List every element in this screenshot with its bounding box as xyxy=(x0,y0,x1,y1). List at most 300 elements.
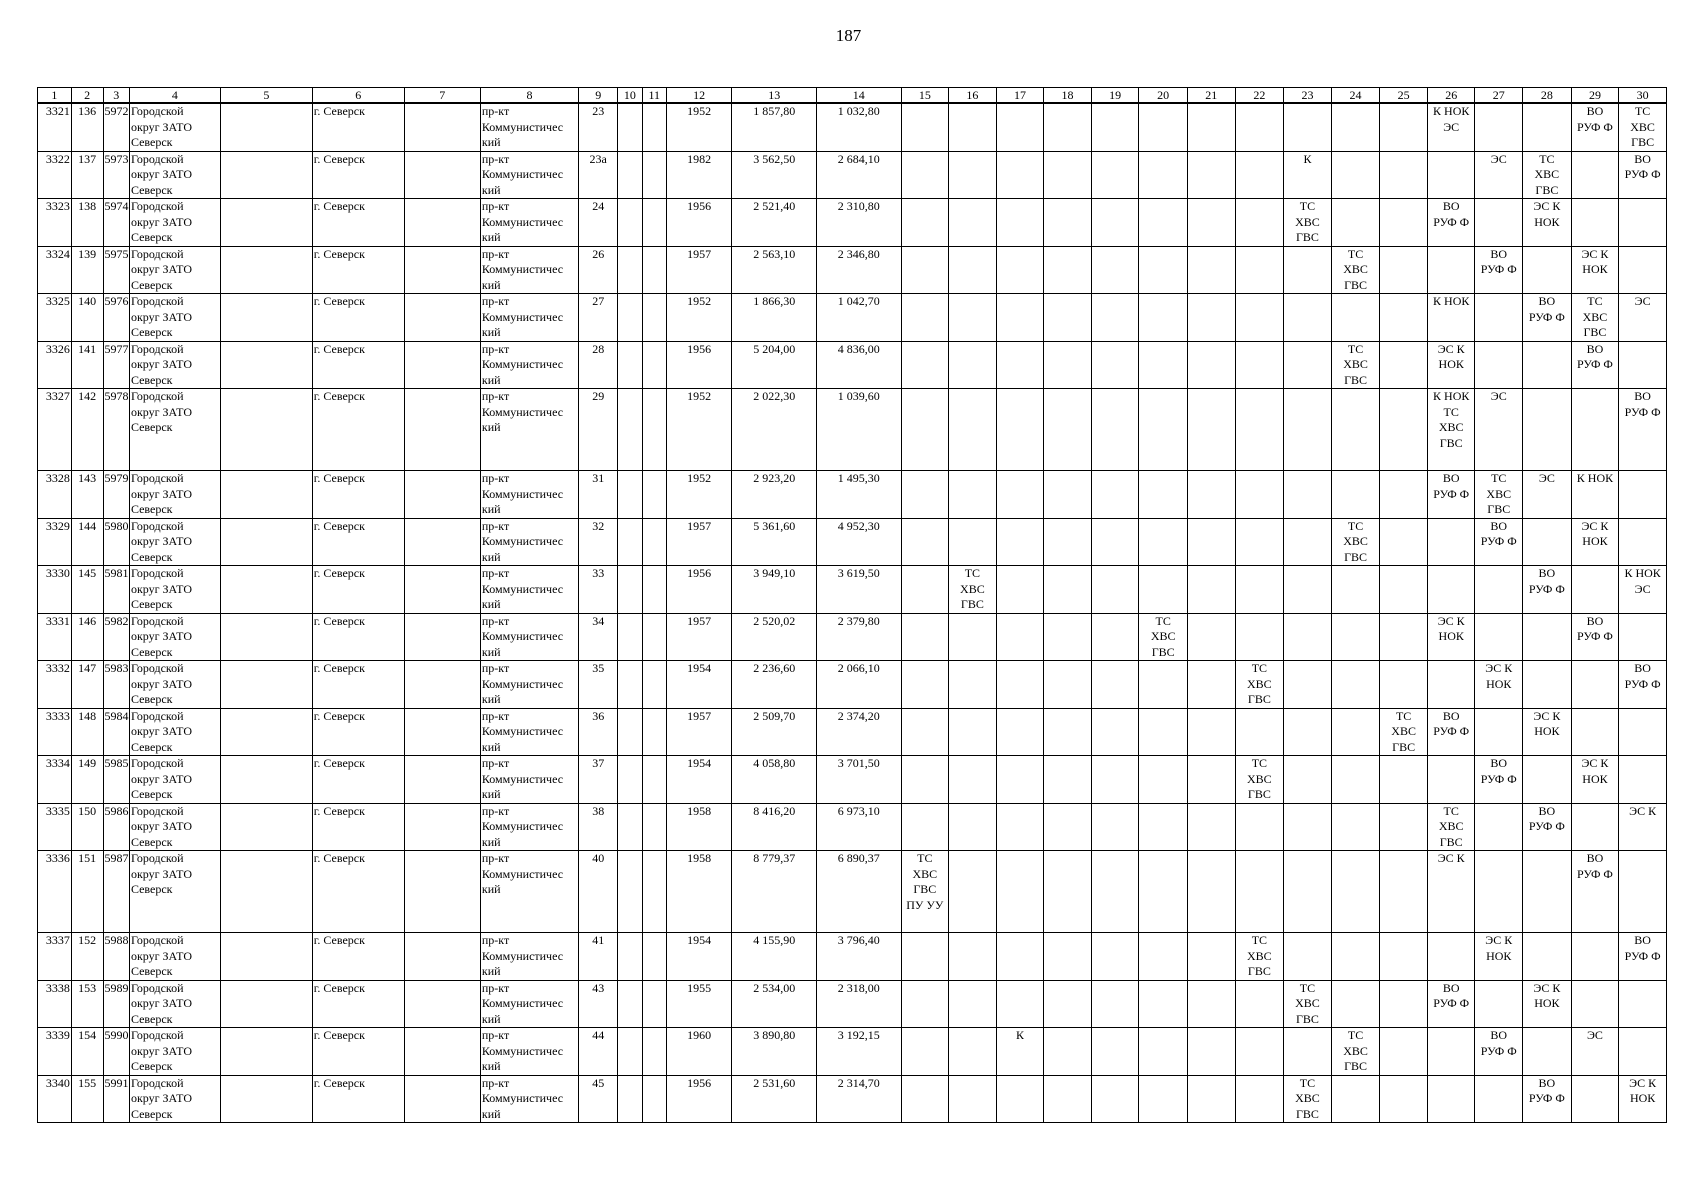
cell-col-12: 1956 xyxy=(666,199,732,247)
table-row xyxy=(38,803,1667,851)
cell-col-5 xyxy=(220,103,312,151)
header-cell-8: 8 xyxy=(480,88,578,104)
cell-col-25 xyxy=(1380,851,1428,933)
cell-col-1: 3334 xyxy=(38,756,72,804)
cell-col-11 xyxy=(642,294,666,342)
cell-col-9: 38 xyxy=(579,803,618,851)
cell-col-1: 3333 xyxy=(38,708,72,756)
cell-col-5 xyxy=(220,341,312,389)
cell-col-2: 136 xyxy=(71,103,103,151)
cell-col-22 xyxy=(1235,294,1284,342)
cell-col-27: ЭС xyxy=(1475,151,1523,199)
cell-col-26: ВО РУФ Ф xyxy=(1427,199,1475,247)
cell-col-1: 3337 xyxy=(38,933,72,981)
cell-col-10 xyxy=(618,1028,642,1076)
cell-col-12: 1952 xyxy=(666,103,732,151)
cell-col-22 xyxy=(1235,613,1284,661)
cell-col-15 xyxy=(901,566,949,614)
cell-col-24: ТС ХВС ГВС xyxy=(1331,1028,1380,1076)
cell-col-15 xyxy=(901,803,949,851)
cell-col-26 xyxy=(1427,566,1475,614)
cell-col-11 xyxy=(642,389,666,471)
cell-col-27: ЭС К НОК xyxy=(1475,661,1523,709)
header-cell-21: 21 xyxy=(1187,88,1235,104)
cell-col-4: Городской округ ЗАТО Северск xyxy=(129,341,220,389)
cell-col-17 xyxy=(996,341,1044,389)
cell-col-17 xyxy=(996,103,1044,151)
cell-col-21 xyxy=(1187,1075,1235,1123)
cell-col-8: пр-кт Коммунистичес кий xyxy=(480,294,578,342)
cell-col-19 xyxy=(1091,199,1139,247)
cell-col-30 xyxy=(1619,471,1667,519)
cell-col-29: ВО РУФ Ф xyxy=(1571,851,1619,933)
table-row xyxy=(38,566,1667,614)
cell-col-1: 3324 xyxy=(38,246,72,294)
cell-col-20 xyxy=(1139,103,1188,151)
cell-col-20 xyxy=(1139,756,1188,804)
cell-col-23 xyxy=(1284,471,1332,519)
cell-col-6: г. Северск xyxy=(312,151,404,199)
cell-col-13: 8 779,37 xyxy=(732,851,817,933)
cell-col-30 xyxy=(1619,518,1667,566)
cell-col-8: пр-кт Коммунистичес кий xyxy=(480,103,578,151)
cell-col-2: 142 xyxy=(71,389,103,471)
cell-col-9: 31 xyxy=(579,471,618,519)
cell-col-16: ТС ХВС ГВС xyxy=(949,566,997,614)
cell-col-30: ЭС xyxy=(1619,294,1667,342)
cell-col-23 xyxy=(1284,518,1332,566)
cell-col-20 xyxy=(1139,1028,1188,1076)
cell-col-9: 24 xyxy=(579,199,618,247)
cell-col-26: ВО РУФ Ф xyxy=(1427,980,1475,1028)
cell-col-19 xyxy=(1091,933,1139,981)
table-row xyxy=(38,933,1667,981)
cell-col-21 xyxy=(1187,199,1235,247)
cell-col-6: г. Северск xyxy=(312,933,404,981)
cell-col-5 xyxy=(220,199,312,247)
cell-col-27 xyxy=(1475,294,1523,342)
cell-col-14: 3 619,50 xyxy=(816,566,901,614)
table-row xyxy=(38,199,1667,247)
cell-col-20 xyxy=(1139,389,1188,471)
cell-col-30: К НОК ЭС xyxy=(1619,566,1667,614)
cell-col-26: ЭС К НОК xyxy=(1427,341,1475,389)
cell-col-21 xyxy=(1187,851,1235,933)
cell-col-20 xyxy=(1139,980,1188,1028)
cell-col-9: 43 xyxy=(579,980,618,1028)
cell-col-12: 1957 xyxy=(666,518,732,566)
cell-col-11 xyxy=(642,246,666,294)
cell-col-22 xyxy=(1235,471,1284,519)
cell-col-17 xyxy=(996,151,1044,199)
cell-col-23 xyxy=(1284,294,1332,342)
cell-col-24 xyxy=(1331,151,1380,199)
table-row xyxy=(38,518,1667,566)
cell-col-18 xyxy=(1044,613,1092,661)
cell-col-25 xyxy=(1380,103,1428,151)
cell-col-6: г. Северск xyxy=(312,1028,404,1076)
cell-col-22 xyxy=(1235,1028,1284,1076)
cell-col-11 xyxy=(642,341,666,389)
cell-col-3: 5982 xyxy=(103,613,129,661)
cell-col-1: 3338 xyxy=(38,980,72,1028)
cell-col-26 xyxy=(1427,661,1475,709)
cell-col-23: ТС ХВС ГВС xyxy=(1284,1075,1332,1123)
cell-col-5 xyxy=(220,851,312,933)
cell-col-30 xyxy=(1619,199,1667,247)
cell-col-20 xyxy=(1139,566,1188,614)
cell-col-25 xyxy=(1380,613,1428,661)
cell-col-9: 32 xyxy=(579,518,618,566)
cell-col-21 xyxy=(1187,103,1235,151)
cell-col-2: 146 xyxy=(71,613,103,661)
cell-col-17 xyxy=(996,1075,1044,1123)
cell-col-11 xyxy=(642,1028,666,1076)
cell-col-5 xyxy=(220,1075,312,1123)
cell-col-14: 3 701,50 xyxy=(816,756,901,804)
cell-col-16 xyxy=(949,756,997,804)
table-row xyxy=(38,661,1667,709)
cell-col-21 xyxy=(1187,708,1235,756)
cell-col-29: ВО РУФ Ф xyxy=(1571,613,1619,661)
cell-col-8: пр-кт Коммунистичес кий xyxy=(480,389,578,471)
cell-col-4: Городской округ ЗАТО Северск xyxy=(129,613,220,661)
cell-col-6: г. Северск xyxy=(312,103,404,151)
cell-col-12: 1954 xyxy=(666,756,732,804)
cell-col-22 xyxy=(1235,341,1284,389)
cell-col-24: ТС ХВС ГВС xyxy=(1331,518,1380,566)
header-cell-18: 18 xyxy=(1044,88,1092,104)
cell-col-19 xyxy=(1091,1028,1139,1076)
cell-col-8: пр-кт Коммунистичес кий xyxy=(480,803,578,851)
cell-col-2: 141 xyxy=(71,341,103,389)
cell-col-2: 137 xyxy=(71,151,103,199)
cell-col-8: пр-кт Коммунистичес кий xyxy=(480,1075,578,1123)
cell-col-23 xyxy=(1284,803,1332,851)
cell-col-23 xyxy=(1284,389,1332,471)
cell-col-5 xyxy=(220,566,312,614)
cell-col-30: ВО РУФ Ф xyxy=(1619,661,1667,709)
cell-col-8: пр-кт Коммунистичес кий xyxy=(480,566,578,614)
cell-col-10 xyxy=(618,803,642,851)
cell-col-24 xyxy=(1331,613,1380,661)
table-row xyxy=(38,851,1667,933)
cell-col-16 xyxy=(949,199,997,247)
cell-col-28: ЭС К НОК xyxy=(1523,199,1572,247)
cell-col-20 xyxy=(1139,851,1188,933)
cell-col-28 xyxy=(1523,933,1572,981)
cell-col-26 xyxy=(1427,246,1475,294)
cell-col-7 xyxy=(404,1028,480,1076)
cell-col-21 xyxy=(1187,613,1235,661)
cell-col-3: 5981 xyxy=(103,566,129,614)
cell-col-17: К xyxy=(996,1028,1044,1076)
cell-col-28: ВО РУФ Ф xyxy=(1523,803,1572,851)
table-row xyxy=(38,103,1667,151)
cell-col-4: Городской округ ЗАТО Северск xyxy=(129,756,220,804)
cell-col-3: 5989 xyxy=(103,980,129,1028)
cell-col-27 xyxy=(1475,851,1523,933)
cell-col-15 xyxy=(901,151,949,199)
cell-col-8: пр-кт Коммунистичес кий xyxy=(480,1028,578,1076)
header-cell-19: 19 xyxy=(1091,88,1139,104)
cell-col-4: Городской округ ЗАТО Северск xyxy=(129,103,220,151)
cell-col-24 xyxy=(1331,980,1380,1028)
cell-col-26: К НОК ТС ХВС ГВС xyxy=(1427,389,1475,471)
cell-col-25 xyxy=(1380,803,1428,851)
cell-col-26: ЭС К xyxy=(1427,851,1475,933)
cell-col-8: пр-кт Коммунистичес кий xyxy=(480,613,578,661)
cell-col-6: г. Северск xyxy=(312,471,404,519)
cell-col-9: 34 xyxy=(579,613,618,661)
cell-col-21 xyxy=(1187,980,1235,1028)
table-row xyxy=(38,151,1667,199)
cell-col-27: ВО РУФ Ф xyxy=(1475,1028,1523,1076)
cell-col-1: 3332 xyxy=(38,661,72,709)
cell-col-1: 3340 xyxy=(38,1075,72,1123)
cell-col-27 xyxy=(1475,708,1523,756)
cell-col-1: 3323 xyxy=(38,199,72,247)
cell-col-13: 3 890,80 xyxy=(732,1028,817,1076)
cell-col-26: К НОК xyxy=(1427,294,1475,342)
cell-col-15 xyxy=(901,341,949,389)
cell-col-30: ВО РУФ Ф xyxy=(1619,389,1667,471)
cell-col-16 xyxy=(949,103,997,151)
cell-col-9: 26 xyxy=(579,246,618,294)
cell-col-9: 45 xyxy=(579,1075,618,1123)
header-cell-28: 28 xyxy=(1523,88,1572,104)
cell-col-23 xyxy=(1284,708,1332,756)
cell-col-15 xyxy=(901,246,949,294)
cell-col-12: 1956 xyxy=(666,566,732,614)
cell-col-16 xyxy=(949,471,997,519)
header-cell-17: 17 xyxy=(996,88,1044,104)
cell-col-29 xyxy=(1571,803,1619,851)
cell-col-4: Городской округ ЗАТО Северск xyxy=(129,661,220,709)
cell-col-16 xyxy=(949,661,997,709)
cell-col-23 xyxy=(1284,756,1332,804)
cell-col-25 xyxy=(1380,151,1428,199)
cell-col-13: 2 509,70 xyxy=(732,708,817,756)
cell-col-3: 5980 xyxy=(103,518,129,566)
cell-col-3: 5977 xyxy=(103,341,129,389)
cell-col-8: пр-кт Коммунистичес кий xyxy=(480,518,578,566)
cell-col-12: 1958 xyxy=(666,851,732,933)
header-cell-5: 5 xyxy=(220,88,312,104)
cell-col-17 xyxy=(996,980,1044,1028)
cell-col-11 xyxy=(642,980,666,1028)
cell-col-28 xyxy=(1523,756,1572,804)
cell-col-20 xyxy=(1139,518,1188,566)
cell-col-22 xyxy=(1235,566,1284,614)
cell-col-20 xyxy=(1139,199,1188,247)
cell-col-18 xyxy=(1044,294,1092,342)
cell-col-6: г. Северск xyxy=(312,1075,404,1123)
cell-col-5 xyxy=(220,803,312,851)
cell-col-18 xyxy=(1044,151,1092,199)
cell-col-17 xyxy=(996,661,1044,709)
cell-col-8: пр-кт Коммунистичес кий xyxy=(480,661,578,709)
cell-col-1: 3328 xyxy=(38,471,72,519)
cell-col-14: 1 032,80 xyxy=(816,103,901,151)
cell-col-23 xyxy=(1284,933,1332,981)
cell-col-3: 5987 xyxy=(103,851,129,933)
cell-col-20 xyxy=(1139,341,1188,389)
cell-col-15 xyxy=(901,933,949,981)
cell-col-18 xyxy=(1044,518,1092,566)
header-cell-6: 6 xyxy=(312,88,404,104)
cell-col-18 xyxy=(1044,1028,1092,1076)
cell-col-29 xyxy=(1571,1075,1619,1123)
cell-col-24 xyxy=(1331,933,1380,981)
cell-col-28 xyxy=(1523,103,1572,151)
cell-col-25 xyxy=(1380,980,1428,1028)
cell-col-26: К НОК ЭС xyxy=(1427,103,1475,151)
cell-col-26 xyxy=(1427,756,1475,804)
cell-col-25 xyxy=(1380,933,1428,981)
cell-col-27 xyxy=(1475,566,1523,614)
cell-col-25 xyxy=(1380,341,1428,389)
cell-col-10 xyxy=(618,708,642,756)
cell-col-14: 2 318,00 xyxy=(816,980,901,1028)
cell-col-25 xyxy=(1380,1075,1428,1123)
cell-col-14: 2 314,70 xyxy=(816,1075,901,1123)
cell-col-1: 3327 xyxy=(38,389,72,471)
header-cell-16: 16 xyxy=(949,88,997,104)
cell-col-28 xyxy=(1523,851,1572,933)
cell-col-7 xyxy=(404,471,480,519)
cell-col-17 xyxy=(996,708,1044,756)
header-cell-29: 29 xyxy=(1571,88,1619,104)
cell-col-9: 29 xyxy=(579,389,618,471)
cell-col-11 xyxy=(642,151,666,199)
cell-col-4: Городской округ ЗАТО Северск xyxy=(129,980,220,1028)
cell-col-11 xyxy=(642,708,666,756)
cell-col-21 xyxy=(1187,803,1235,851)
cell-col-7 xyxy=(404,756,480,804)
cell-col-25 xyxy=(1380,246,1428,294)
cell-col-14: 2 066,10 xyxy=(816,661,901,709)
table-row xyxy=(38,708,1667,756)
cell-col-28 xyxy=(1523,518,1572,566)
cell-col-4: Городской округ ЗАТО Северск xyxy=(129,708,220,756)
cell-col-24 xyxy=(1331,756,1380,804)
header-cell-27: 27 xyxy=(1475,88,1523,104)
cell-col-8: пр-кт Коммунистичес кий xyxy=(480,708,578,756)
cell-col-22 xyxy=(1235,851,1284,933)
cell-col-20 xyxy=(1139,246,1188,294)
cell-col-10 xyxy=(618,103,642,151)
cell-col-9: 23 xyxy=(579,103,618,151)
cell-col-7 xyxy=(404,389,480,471)
cell-col-23 xyxy=(1284,103,1332,151)
cell-col-29 xyxy=(1571,708,1619,756)
cell-col-7 xyxy=(404,803,480,851)
cell-col-30 xyxy=(1619,341,1667,389)
cell-col-15 xyxy=(901,518,949,566)
cell-col-28: ВО РУФ Ф xyxy=(1523,1075,1572,1123)
cell-col-10 xyxy=(618,851,642,933)
cell-col-13: 2 022,30 xyxy=(732,389,817,471)
header-cell-23: 23 xyxy=(1284,88,1332,104)
cell-col-21 xyxy=(1187,756,1235,804)
cell-col-15 xyxy=(901,708,949,756)
cell-col-20 xyxy=(1139,151,1188,199)
cell-col-28: ВО РУФ Ф xyxy=(1523,566,1572,614)
cell-col-15 xyxy=(901,1075,949,1123)
cell-col-12: 1957 xyxy=(666,708,732,756)
cell-col-13: 2 534,00 xyxy=(732,980,817,1028)
cell-col-4: Городской округ ЗАТО Северск xyxy=(129,1075,220,1123)
cell-col-13: 2 923,20 xyxy=(732,471,817,519)
cell-col-27: ЭС xyxy=(1475,389,1523,471)
cell-col-3: 5973 xyxy=(103,151,129,199)
cell-col-23: ТС ХВС ГВС xyxy=(1284,199,1332,247)
cell-col-2: 145 xyxy=(71,566,103,614)
cell-col-19 xyxy=(1091,471,1139,519)
cell-col-27 xyxy=(1475,803,1523,851)
cell-col-26: ВО РУФ Ф xyxy=(1427,471,1475,519)
cell-col-6: г. Северск xyxy=(312,661,404,709)
cell-col-17 xyxy=(996,933,1044,981)
cell-col-6: г. Северск xyxy=(312,389,404,471)
cell-col-29 xyxy=(1571,980,1619,1028)
cell-col-25 xyxy=(1380,471,1428,519)
cell-col-27 xyxy=(1475,980,1523,1028)
cell-col-3: 5986 xyxy=(103,803,129,851)
cell-col-14: 2 379,80 xyxy=(816,613,901,661)
cell-col-7 xyxy=(404,708,480,756)
cell-col-30 xyxy=(1619,708,1667,756)
cell-col-22: ТС ХВС ГВС xyxy=(1235,933,1284,981)
header-row xyxy=(38,88,1667,104)
cell-col-8: пр-кт Коммунистичес кий xyxy=(480,471,578,519)
cell-col-30: ЭС К xyxy=(1619,803,1667,851)
cell-col-4: Городской округ ЗАТО Северск xyxy=(129,199,220,247)
cell-col-29: ВО РУФ Ф xyxy=(1571,341,1619,389)
cell-col-20 xyxy=(1139,803,1188,851)
cell-col-10 xyxy=(618,1075,642,1123)
cell-col-18 xyxy=(1044,980,1092,1028)
cell-col-6: г. Северск xyxy=(312,341,404,389)
cell-col-18 xyxy=(1044,933,1092,981)
cell-col-10 xyxy=(618,151,642,199)
header-cell-2: 2 xyxy=(71,88,103,104)
cell-col-24: ТС ХВС ГВС xyxy=(1331,246,1380,294)
cell-col-12: 1952 xyxy=(666,294,732,342)
cell-col-23: ТС ХВС ГВС xyxy=(1284,980,1332,1028)
cell-col-15 xyxy=(901,980,949,1028)
cell-col-6: г. Северск xyxy=(312,199,404,247)
cell-col-10 xyxy=(618,933,642,981)
cell-col-9: 44 xyxy=(579,1028,618,1076)
cell-col-17 xyxy=(996,851,1044,933)
cell-col-28 xyxy=(1523,246,1572,294)
cell-col-18 xyxy=(1044,756,1092,804)
cell-col-18 xyxy=(1044,199,1092,247)
cell-col-13: 2 520,02 xyxy=(732,613,817,661)
cell-col-6: г. Северск xyxy=(312,803,404,851)
cell-col-13: 4 058,80 xyxy=(732,756,817,804)
cell-col-8: пр-кт Коммунистичес кий xyxy=(480,151,578,199)
cell-col-12: 1956 xyxy=(666,1075,732,1123)
table-row xyxy=(38,246,1667,294)
cell-col-23 xyxy=(1284,246,1332,294)
cell-col-27 xyxy=(1475,341,1523,389)
cell-col-12: 1952 xyxy=(666,389,732,471)
table-body xyxy=(38,103,1667,1123)
cell-col-6: г. Северск xyxy=(312,518,404,566)
